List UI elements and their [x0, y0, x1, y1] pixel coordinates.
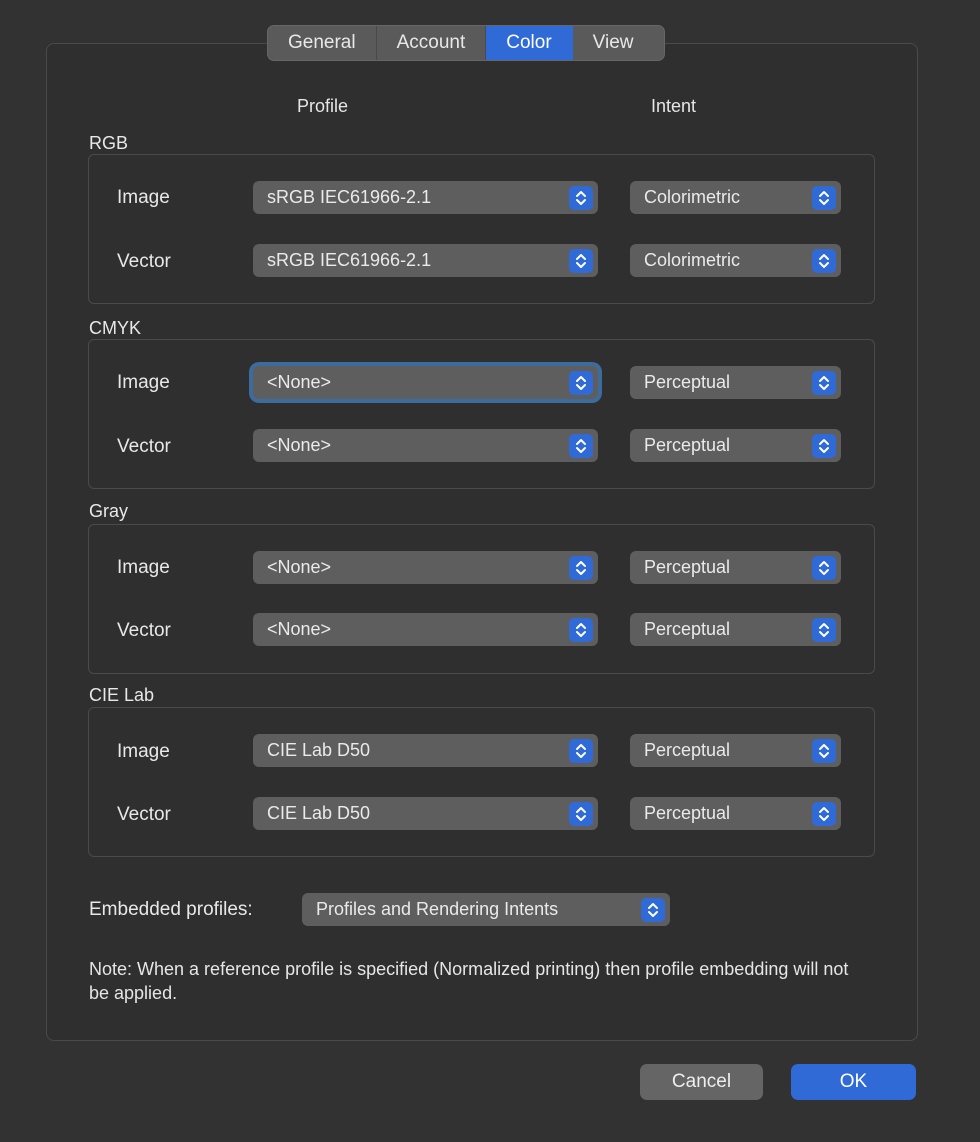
popup-value: Perceptual [644, 557, 731, 577]
row-label-image: Image [117, 741, 170, 762]
row-label-image: Image [117, 372, 170, 393]
cmyk-vector-intent-select[interactable] [630, 429, 841, 462]
up-down-chevron-icon [812, 371, 836, 395]
tab-bar [267, 25, 665, 61]
rgb-image-profile-select[interactable] [253, 181, 598, 214]
popup-value: <None> [267, 435, 332, 455]
tab-account[interactable]: Account [377, 26, 487, 60]
ok-button[interactable]: OK [791, 1064, 916, 1100]
popup-value: <None> [267, 557, 332, 577]
up-down-chevron-icon [569, 371, 593, 395]
section-label-rgb: RGB [89, 133, 129, 153]
embedded-profiles-select[interactable] [302, 893, 670, 926]
row-label-image: Image [117, 187, 170, 208]
rgb-vector-intent-select[interactable] [630, 244, 841, 277]
row-label-vector: Vector [117, 804, 171, 825]
cmyk-image-intent-select[interactable] [630, 366, 841, 399]
gray-image-profile-select[interactable] [253, 551, 598, 584]
up-down-chevron-icon [641, 898, 665, 922]
cielab-vector-intent-select[interactable] [630, 797, 841, 830]
embedded-profiles-label: Embedded profiles: [89, 899, 253, 920]
popup-value: CIE Lab D50 [267, 740, 371, 760]
section-group-cmyk [88, 339, 875, 489]
note-text: Note: When a reference profile is specified (Normalized printing) then profile embedding will not be applied. [89, 959, 849, 1003]
popup-value: sRGB IEC61966-2.1 [267, 250, 432, 270]
tab-general[interactable]: General [268, 26, 377, 60]
section-label-cie-lab: CIE Lab [89, 685, 155, 705]
popup-value: CIE Lab D50 [267, 803, 371, 823]
popup-value: <None> [267, 619, 332, 639]
up-down-chevron-icon [812, 186, 836, 210]
up-down-chevron-icon [812, 618, 836, 642]
row-label-vector: Vector [117, 251, 171, 272]
gray-vector-profile-select[interactable] [253, 613, 598, 646]
gray-image-intent-select[interactable] [630, 551, 841, 584]
up-down-chevron-icon [812, 739, 836, 763]
rgb-vector-profile-select[interactable] [253, 244, 598, 277]
cielab-image-intent-select[interactable] [630, 734, 841, 767]
cmyk-image-profile-select[interactable] [253, 366, 598, 399]
up-down-chevron-icon [569, 434, 593, 458]
up-down-chevron-icon [569, 186, 593, 210]
popup-value: Perceptual [644, 803, 731, 823]
section-label-cmyk: CMYK [89, 318, 142, 338]
popup-value: sRGB IEC61966-2.1 [267, 187, 432, 207]
profile-column-header: Profile [297, 96, 349, 116]
up-down-chevron-icon [569, 802, 593, 826]
popup-value: Perceptual [644, 740, 731, 760]
popup-value: <None> [267, 372, 332, 392]
rgb-image-intent-select[interactable] [630, 181, 841, 214]
up-down-chevron-icon [569, 739, 593, 763]
up-down-chevron-icon [569, 249, 593, 273]
cancel-button[interactable]: Cancel [640, 1064, 763, 1100]
up-down-chevron-icon [812, 802, 836, 826]
cielab-image-profile-select[interactable] [253, 734, 598, 767]
row-label-vector: Vector [117, 436, 171, 457]
up-down-chevron-icon [812, 434, 836, 458]
popup-value: Perceptual [644, 372, 731, 392]
row-label-image: Image [117, 557, 170, 578]
tab-color[interactable]: Color [486, 26, 572, 60]
popup-value: Perceptual [644, 435, 731, 455]
intent-column-header: Intent [651, 96, 697, 116]
up-down-chevron-icon [569, 556, 593, 580]
section-group-cie-lab [88, 707, 875, 857]
cielab-vector-profile-select[interactable] [253, 797, 598, 830]
section-group-gray [88, 524, 875, 674]
up-down-chevron-icon [812, 249, 836, 273]
popup-value: Colorimetric [644, 187, 741, 207]
gray-vector-intent-select[interactable] [630, 613, 841, 646]
up-down-chevron-icon [569, 618, 593, 642]
tab-view[interactable]: View [592, 32, 634, 53]
section-label-gray: Gray [89, 501, 129, 521]
section-group-rgb [88, 154, 875, 304]
popup-value: Colorimetric [644, 250, 741, 270]
popup-value: Perceptual [644, 619, 731, 639]
up-down-chevron-icon [812, 556, 836, 580]
popup-value: Profiles and Rendering Intents [316, 899, 559, 919]
cmyk-vector-profile-select[interactable] [253, 429, 598, 462]
row-label-vector: Vector [117, 620, 171, 641]
